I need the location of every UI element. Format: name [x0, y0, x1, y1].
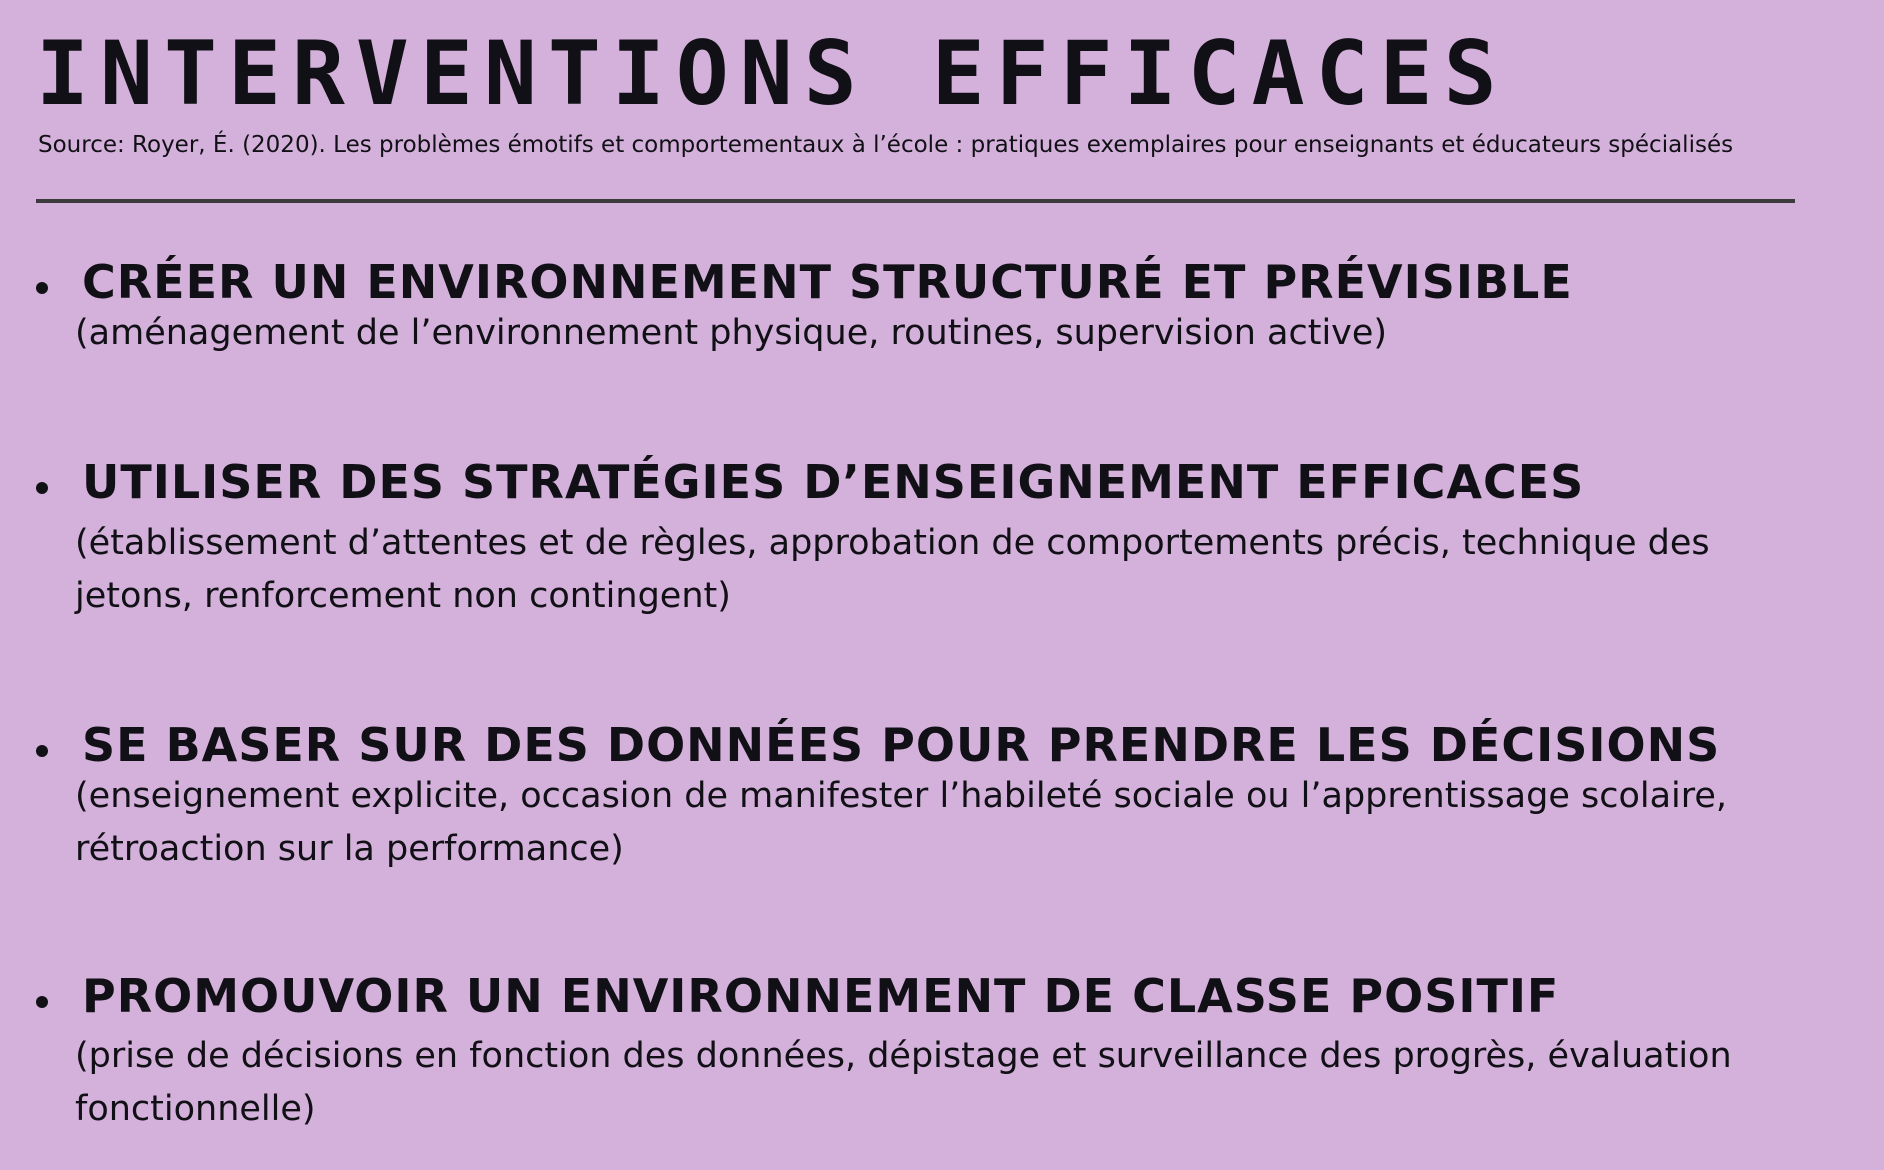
item-detail: (prise de décisions en fonction des données, dépistage et surveillance des progrès, évaluation fonctionnelle): [75, 1036, 1732, 1129]
divider-line: [36, 199, 1795, 203]
bullet-icon: [36, 282, 48, 294]
item-heading: PROMOUVOIR UN ENVIRONNEMENT DE CLASSE POSITIF: [82, 969, 1560, 1023]
bullet-icon: [36, 482, 48, 494]
item-heading: UTILISER DES STRATÉGIES D’ENSEIGNEMENT EFFICACES: [82, 455, 1585, 509]
source-citation: Source: Royer, É. (2020). Les problèmes émotifs et comportementaux à l’école : pratiques exemplaires pour enseignants et éducateurs spécialisés: [38, 132, 1734, 158]
bullet-icon: [36, 996, 48, 1008]
item-detail: (aménagement de l’environnement physique, routines, supervision active): [75, 313, 1388, 353]
item-detail: (établissement d’attentes et de règles, approbation de comportements précis, technique des jetons, renforcement non contingent): [75, 523, 1710, 616]
item-heading: CRÉER UN ENVIRONNEMENT STRUCTURÉ ET PRÉVISIBLE: [82, 255, 1573, 309]
page-title: INTERVENTIONS EFFICACES: [36, 22, 1508, 125]
item-heading: SE BASER SUR DES DONNÉES POUR PRENDRE LES DÉCISIONS: [82, 718, 1721, 772]
item-detail: (enseignement explicite, occasion de manifester l’habileté sociale ou l’apprentissage scolaire, rétroaction sur la performance): [75, 776, 1728, 869]
bullet-icon: [36, 745, 48, 757]
